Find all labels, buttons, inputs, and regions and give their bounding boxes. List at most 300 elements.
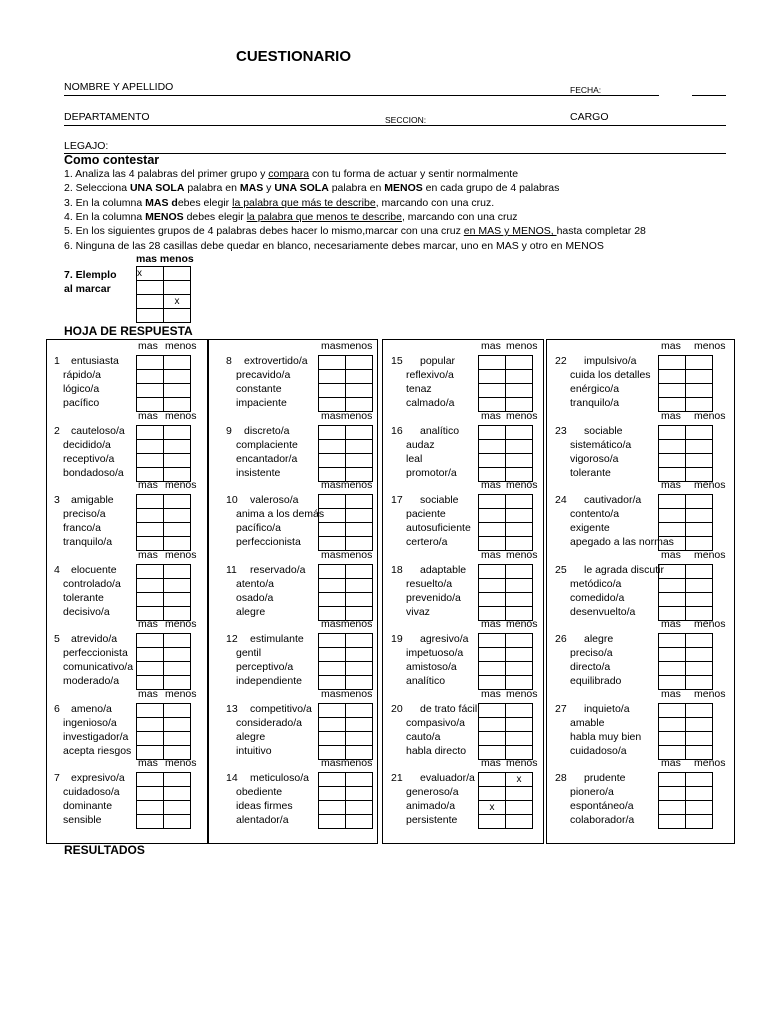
menos-checkbox[interactable] [686, 384, 713, 398]
menos-checkbox[interactable] [686, 453, 713, 467]
group-word: amable [570, 716, 605, 729]
mas-checkbox[interactable] [479, 425, 506, 439]
menos-checkbox[interactable] [164, 384, 191, 398]
legajo-line[interactable] [64, 153, 726, 154]
column-header-masmenos: masmenos [321, 548, 373, 561]
menos-checkbox[interactable] [346, 662, 373, 676]
menos-checkbox[interactable] [686, 564, 713, 578]
menos-checkbox[interactable] [164, 648, 191, 662]
mas-checkbox[interactable] [137, 578, 164, 592]
menos-checkbox[interactable] [164, 356, 191, 370]
menos-checkbox[interactable] [686, 439, 713, 453]
example-cell [137, 309, 164, 323]
menos-checkbox[interactable] [686, 648, 713, 662]
mas-checkbox[interactable] [319, 356, 346, 370]
group-number: 18 [391, 563, 403, 576]
menos-checkbox[interactable] [506, 703, 533, 717]
mas-checkbox[interactable] [319, 662, 346, 676]
departamento-line[interactable] [64, 125, 726, 126]
menos-checkbox[interactable] [506, 495, 533, 509]
group-word: cuidadoso/a [63, 786, 120, 798]
menos-checkbox[interactable] [346, 356, 373, 370]
group-word: alegre [236, 730, 266, 743]
mas-checkbox[interactable] [319, 592, 346, 606]
mas-checkbox[interactable] [659, 425, 686, 439]
mas-checkbox[interactable] [137, 509, 164, 523]
menos-checkbox[interactable] [686, 815, 713, 829]
menos-checkbox[interactable] [506, 592, 533, 606]
mas-checkbox[interactable] [479, 815, 506, 829]
mas-checkbox[interactable] [137, 773, 164, 787]
menos-checkbox[interactable] [686, 787, 713, 801]
menos-checkbox[interactable] [346, 425, 373, 439]
column-header-menos: menos [165, 340, 197, 352]
menos-checkbox[interactable] [164, 509, 191, 523]
mas-checkbox[interactable] [319, 801, 346, 815]
mas-checkbox[interactable] [319, 509, 346, 523]
menos-checkbox[interactable] [164, 578, 191, 592]
menos-checkbox[interactable] [506, 453, 533, 467]
group-word: popular [420, 355, 456, 367]
menos-checkbox[interactable] [506, 815, 533, 829]
group-word: resuelto/a [406, 577, 453, 590]
mas-checkbox[interactable] [479, 384, 506, 398]
menos-checkbox[interactable] [506, 564, 533, 578]
menos-checkbox[interactable] [346, 801, 373, 815]
group-number: 10 [226, 494, 238, 506]
menos-checkbox[interactable] [346, 384, 373, 398]
group-word: precavido/a [236, 369, 291, 381]
mas-checkbox[interactable] [479, 773, 506, 787]
resultados-title: RESULTADOS [64, 843, 145, 857]
mas-checkbox[interactable] [137, 453, 164, 467]
group-word: reservado/a [250, 563, 306, 576]
column-header-menos: menos [694, 340, 726, 352]
menos-checkbox[interactable] [164, 592, 191, 606]
menos-checkbox[interactable] [506, 439, 533, 453]
menos-checkbox[interactable] [506, 634, 533, 648]
menos-checkbox[interactable] [164, 453, 191, 467]
group-word: vivaz [406, 605, 430, 618]
mas-checkbox[interactable] [319, 578, 346, 592]
mas-checkbox[interactable] [137, 662, 164, 676]
menos-checkbox[interactable] [164, 564, 191, 578]
mas-checkbox[interactable] [319, 815, 346, 829]
menos-checkbox[interactable] [686, 495, 713, 509]
mas-checkbox[interactable] [137, 384, 164, 398]
menos-checkbox[interactable] [506, 662, 533, 676]
group-word: independiente [236, 675, 302, 687]
mas-checkbox[interactable] [137, 356, 164, 370]
mas-checkbox[interactable] [137, 703, 164, 717]
group-word: valeroso/a [250, 494, 299, 506]
mas-checkbox[interactable] [319, 731, 346, 745]
menos-checkbox[interactable] [686, 356, 713, 370]
menos-checkbox[interactable] [686, 717, 713, 731]
menos-checkbox[interactable] [164, 634, 191, 648]
mas-checkbox[interactable] [659, 801, 686, 815]
mas-checkbox[interactable] [137, 801, 164, 815]
group-word: lógico/a [63, 383, 100, 395]
mas-checkbox[interactable] [659, 439, 686, 453]
menos-checkbox[interactable] [686, 370, 713, 384]
menos-checkbox[interactable] [506, 717, 533, 731]
group-number: 16 [391, 424, 403, 437]
mas-checkbox[interactable] [659, 717, 686, 731]
mas-checkbox[interactable]: x [479, 801, 506, 815]
column-header-mas: mas [138, 479, 158, 491]
group-word: atrevido/a [71, 633, 118, 645]
mas-checkbox[interactable] [659, 356, 686, 370]
example-cell [164, 281, 191, 295]
menos-checkbox[interactable] [164, 731, 191, 745]
answer-grid [136, 494, 191, 551]
menos-checkbox[interactable] [164, 523, 191, 537]
menos-checkbox[interactable] [346, 370, 373, 384]
menos-checkbox[interactable] [686, 731, 713, 745]
menos-checkbox[interactable] [686, 662, 713, 676]
example-label-line1: 7. Elemplo [64, 269, 117, 281]
mas-checkbox[interactable] [319, 648, 346, 662]
answer-grid [478, 355, 533, 412]
mas-checkbox[interactable] [479, 662, 506, 676]
mas-checkbox[interactable] [479, 578, 506, 592]
answer-grid [318, 564, 373, 621]
group-word: habla directo [406, 744, 467, 757]
group-word: preciso/a [63, 508, 106, 520]
mas-checkbox[interactable] [659, 384, 686, 398]
column-header-mas: mas [661, 340, 681, 352]
example-cell [164, 309, 191, 323]
answer-grid [478, 633, 533, 690]
column-header-menos: menos [506, 618, 538, 630]
group-word: amistoso/a [406, 661, 457, 673]
column-header-menos: menos [165, 548, 197, 561]
column-header-masmenos: masmenos [321, 687, 373, 700]
group-number: 14 [226, 772, 238, 784]
answer-grid [478, 703, 533, 760]
group-word: atento/a [236, 577, 274, 590]
column-header-mas: mas [138, 409, 158, 422]
answer-grid [478, 494, 533, 551]
instruction-line-3: 3. En la columna MAS debes elegir la palabra que más te describe, marcando con una cruz. [64, 196, 495, 209]
instruction-line-5: 5. En los siguientes grupos de 4 palabras debes hacer lo mismo,marcar con una cruz en MAS y MENOS, hasta completar 28 [64, 225, 646, 238]
mas-checkbox[interactable] [137, 495, 164, 509]
group-word: audaz [406, 438, 435, 451]
column-header-mas: mas [481, 548, 501, 561]
group-number: 8 [226, 355, 232, 367]
mas-checkbox[interactable] [659, 370, 686, 384]
menos-checkbox[interactable] [164, 495, 191, 509]
mas-checkbox[interactable] [137, 564, 164, 578]
menos-checkbox[interactable] [346, 731, 373, 745]
hoja-title: HOJA DE RESPUESTA [64, 324, 193, 338]
menos-checkbox[interactable] [686, 773, 713, 787]
menos-checkbox[interactable] [686, 523, 713, 537]
menos-checkbox[interactable] [506, 425, 533, 439]
column-header-masmenos: masmenos [321, 757, 373, 769]
menos-checkbox[interactable] [346, 634, 373, 648]
mas-checkbox[interactable] [479, 495, 506, 509]
column-header-masmenos: masmenos [321, 340, 373, 352]
mas-checkbox[interactable] [319, 495, 346, 509]
group-word: tranquilo/a [63, 536, 113, 548]
group-word: cauto/a [406, 730, 441, 743]
menos-checkbox[interactable] [346, 439, 373, 453]
group-word: promotor/a [406, 466, 457, 479]
mas-checkbox[interactable] [319, 787, 346, 801]
mas-checkbox[interactable] [137, 370, 164, 384]
menos-checkbox[interactable] [686, 425, 713, 439]
example-header: mas menos [136, 253, 194, 265]
example-cell [137, 295, 164, 309]
mas-checkbox[interactable] [319, 717, 346, 731]
departamento-label: DEPARTAMENTO [64, 111, 150, 123]
group-word: habla muy bien [570, 730, 642, 743]
mas-checkbox[interactable] [659, 773, 686, 787]
mas-checkbox[interactable] [659, 634, 686, 648]
mas-checkbox[interactable] [479, 717, 506, 731]
group-word: vigoroso/a [570, 452, 619, 465]
column-header-mas: mas [661, 757, 681, 769]
mas-checkbox[interactable] [479, 787, 506, 801]
mas-checkbox[interactable] [659, 731, 686, 745]
group-word: cuidadoso/a [570, 744, 627, 757]
menos-checkbox[interactable] [346, 773, 373, 787]
menos-checkbox[interactable] [506, 384, 533, 398]
mas-checkbox[interactable] [319, 564, 346, 578]
answer-grid [478, 564, 533, 621]
fecha-line[interactable] [692, 95, 726, 96]
menos-checkbox[interactable] [164, 703, 191, 717]
answer-grid [136, 703, 191, 760]
column-header-mas: mas [481, 340, 501, 352]
mas-checkbox[interactable] [479, 509, 506, 523]
column-header-masmenos: masmenos [321, 479, 373, 491]
mas-checkbox[interactable] [479, 356, 506, 370]
menos-checkbox[interactable] [346, 509, 373, 523]
mas-checkbox[interactable] [319, 703, 346, 717]
example-grid [136, 266, 191, 323]
answer-grid [658, 703, 713, 760]
group-word: ingenioso/a [63, 716, 117, 729]
nombre-line[interactable] [64, 95, 659, 96]
menos-checkbox[interactable] [346, 717, 373, 731]
group-word: franco/a [63, 522, 101, 534]
answer-grid [478, 425, 533, 482]
nombre-label: NOMBRE Y APELLIDO [64, 81, 174, 93]
mas-checkbox[interactable] [479, 648, 506, 662]
group-word: acepta riesgos [63, 744, 132, 757]
mas-checkbox[interactable] [319, 384, 346, 398]
menos-checkbox[interactable] [506, 509, 533, 523]
column-header-menos: menos [506, 409, 538, 422]
mas-checkbox[interactable] [659, 453, 686, 467]
group-word: evaluador/a [420, 772, 475, 784]
column-header-menos: menos [506, 687, 538, 700]
mas-checkbox[interactable] [137, 439, 164, 453]
group-word: adaptable [420, 563, 467, 576]
group-word: ideas firmes [236, 800, 293, 812]
menos-checkbox[interactable] [686, 509, 713, 523]
mas-checkbox[interactable] [659, 495, 686, 509]
mas-checkbox[interactable] [479, 439, 506, 453]
group-word: alentador/a [236, 814, 289, 826]
mas-checkbox[interactable] [319, 425, 346, 439]
mas-checkbox[interactable] [319, 634, 346, 648]
menos-checkbox[interactable] [506, 523, 533, 537]
mas-checkbox[interactable] [137, 787, 164, 801]
column-header-mas: mas [481, 757, 501, 769]
group-word: analítico [406, 675, 446, 687]
menos-checkbox[interactable] [346, 648, 373, 662]
group-word: reflexivo/a [406, 369, 454, 381]
menos-checkbox[interactable] [686, 578, 713, 592]
group-word: perfeccionista [236, 536, 301, 548]
menos-checkbox[interactable] [506, 787, 533, 801]
mas-checkbox[interactable] [479, 370, 506, 384]
mas-checkbox[interactable] [137, 634, 164, 648]
mas-checkbox[interactable] [137, 815, 164, 829]
column-header-mas: mas [138, 687, 158, 700]
column-header-menos: menos [506, 479, 538, 491]
mas-checkbox[interactable] [659, 523, 686, 537]
column-header-menos: menos [694, 409, 726, 422]
menos-checkbox[interactable]: x [506, 773, 533, 787]
mas-checkbox[interactable] [659, 592, 686, 606]
mas-checkbox[interactable] [479, 731, 506, 745]
menos-checkbox[interactable] [164, 815, 191, 829]
column-header-mas: mas [661, 548, 681, 561]
group-word: intuitivo [236, 744, 272, 757]
mas-checkbox[interactable] [137, 523, 164, 537]
mas-checkbox[interactable] [319, 453, 346, 467]
answer-grid [318, 703, 373, 760]
menos-checkbox[interactable] [506, 578, 533, 592]
mas-checkbox[interactable] [479, 523, 506, 537]
mas-checkbox[interactable] [479, 453, 506, 467]
mas-checkbox[interactable] [319, 773, 346, 787]
menos-checkbox[interactable] [164, 773, 191, 787]
group-word: decisivo/a [63, 605, 110, 618]
example-cell: x [164, 295, 191, 309]
mas-checkbox[interactable] [659, 662, 686, 676]
menos-checkbox[interactable] [686, 703, 713, 717]
group-number: 9 [226, 424, 232, 437]
menos-checkbox[interactable] [506, 356, 533, 370]
mas-checkbox[interactable] [659, 787, 686, 801]
answer-grid [318, 494, 373, 551]
mas-checkbox[interactable] [137, 592, 164, 606]
mas-checkbox[interactable] [659, 509, 686, 523]
column-header-menos: menos [165, 757, 197, 769]
mas-checkbox[interactable] [659, 564, 686, 578]
mas-checkbox[interactable] [137, 731, 164, 745]
group-word: directo/a [570, 661, 611, 673]
menos-checkbox[interactable] [686, 592, 713, 606]
menos-checkbox[interactable] [346, 703, 373, 717]
menos-checkbox[interactable] [346, 495, 373, 509]
mas-checkbox[interactable] [137, 648, 164, 662]
mas-checkbox[interactable] [659, 578, 686, 592]
menos-checkbox[interactable] [346, 453, 373, 467]
example-label-line2: al marcar [64, 283, 111, 295]
group-word: entusiasta [71, 355, 119, 367]
group-number: 11 [226, 563, 237, 576]
group-number: 3 [54, 494, 60, 506]
mas-checkbox[interactable] [659, 815, 686, 829]
group-word: autosuficiente [406, 522, 471, 534]
group-word: tolerante [63, 591, 104, 604]
column-header-menos: menos [694, 479, 726, 491]
group-number: 28 [555, 772, 567, 784]
menos-checkbox[interactable] [686, 634, 713, 648]
mas-checkbox[interactable] [479, 564, 506, 578]
mas-checkbox[interactable] [659, 703, 686, 717]
menos-checkbox[interactable] [164, 370, 191, 384]
column-header-mas: mas [138, 618, 158, 630]
mas-checkbox[interactable] [137, 717, 164, 731]
menos-checkbox[interactable] [164, 425, 191, 439]
mas-checkbox[interactable] [659, 648, 686, 662]
group-word: sociable [584, 424, 623, 437]
menos-checkbox[interactable] [164, 439, 191, 453]
menos-checkbox[interactable] [506, 731, 533, 745]
menos-checkbox[interactable] [164, 717, 191, 731]
group-word: bondadoso/a [63, 466, 124, 479]
group-word: comunicativo/a [63, 661, 134, 673]
group-number: 13 [226, 702, 238, 715]
mas-checkbox[interactable] [479, 634, 506, 648]
menos-checkbox[interactable] [346, 578, 373, 592]
group-word: prevenido/a [406, 591, 461, 604]
group-word: certero/a [406, 536, 448, 548]
mas-checkbox[interactable] [319, 439, 346, 453]
menos-checkbox[interactable] [506, 370, 533, 384]
column-header-mas: mas [481, 618, 501, 630]
answer-grid [658, 425, 713, 482]
answer-grid [136, 564, 191, 621]
menos-checkbox[interactable] [686, 801, 713, 815]
group-word: prudente [584, 772, 626, 784]
mas-checkbox[interactable] [479, 703, 506, 717]
menos-checkbox[interactable] [164, 801, 191, 815]
group-word: desenvuelto/a [570, 605, 636, 618]
mas-checkbox[interactable] [137, 425, 164, 439]
column-header-menos: menos [506, 340, 538, 352]
menos-checkbox[interactable] [346, 787, 373, 801]
group-word: apegado a las normas [570, 536, 674, 548]
menos-checkbox[interactable] [506, 801, 533, 815]
group-word: moderado/a [63, 675, 120, 687]
mas-checkbox[interactable] [319, 523, 346, 537]
menos-checkbox[interactable] [164, 662, 191, 676]
mas-checkbox[interactable] [479, 592, 506, 606]
group-word: amigable [71, 494, 114, 506]
group-word: inquieto/a [584, 702, 630, 715]
group-word: considerado/a [236, 716, 302, 729]
menos-checkbox[interactable] [506, 648, 533, 662]
column-header-menos: menos [694, 618, 726, 630]
menos-checkbox[interactable] [346, 815, 373, 829]
menos-checkbox[interactable] [164, 787, 191, 801]
menos-checkbox[interactable] [346, 523, 373, 537]
menos-checkbox[interactable] [346, 564, 373, 578]
menos-checkbox[interactable] [346, 592, 373, 606]
column-header-masmenos: masmenos [321, 409, 373, 422]
instruction-line-2: 2. Selecciona UNA SOLA palabra en MAS y UNA SOLA palabra en MENOS en cada grupo de 4 palabras [64, 182, 560, 195]
mas-checkbox[interactable] [319, 370, 346, 384]
